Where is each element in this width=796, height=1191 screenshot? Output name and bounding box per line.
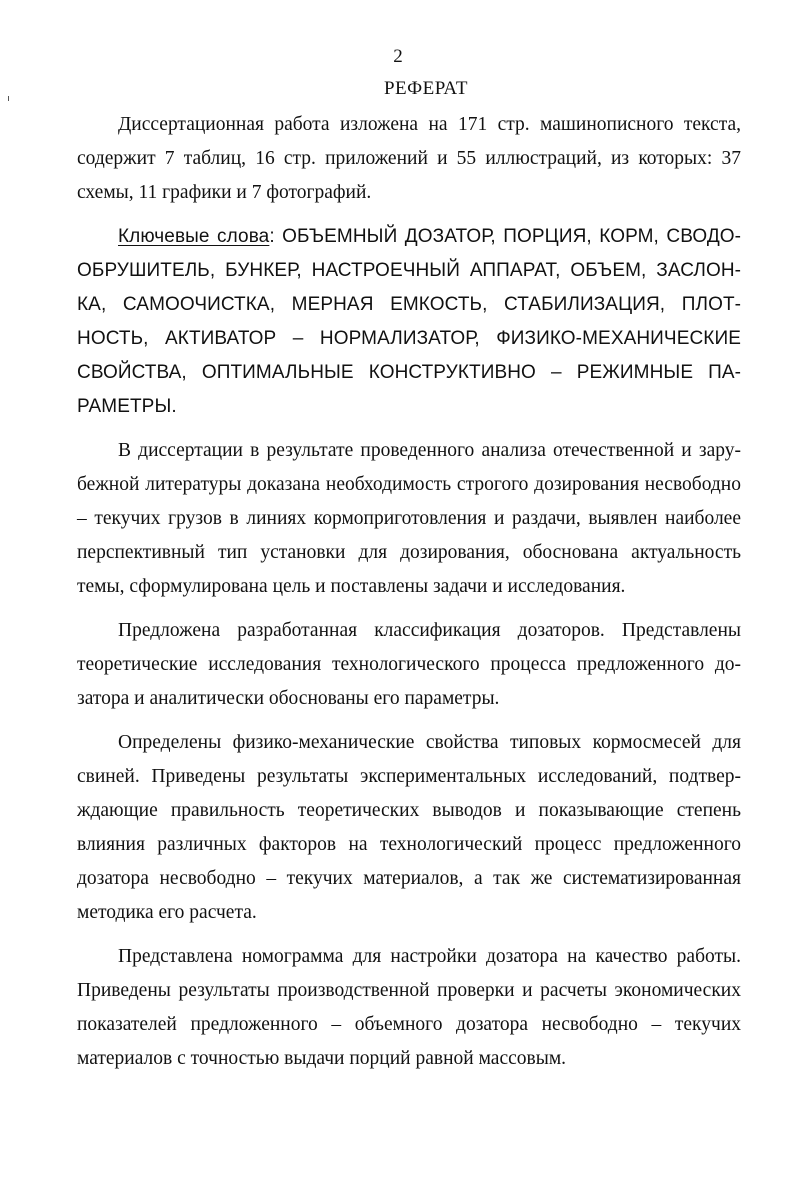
paragraph-experiments: Определены физико-механические свойства типовых кормосмесей для свиней. Приведены результаты экспериментальных исследований, подтверждающие правильность теоретических выводов и показывающие степень влияния различных факторов на технологический процесс предложенного дозатора несвободно – текучих материалов, а так же систематизированная методика его расчета.: [77, 732, 741, 923]
paragraph-nomogram: Представлена номограмма для настройки дозатора на качество работы. Приведены результаты производственной проверки и расчеты экономических показателей предложенного – объемного дозатора несвободно – текучих материалов с точностью выдачи порций равной массовым.: [77, 946, 741, 1069]
document-body: [77, 108, 741, 1086]
page-number: 2: [393, 46, 403, 67]
paragraph-keywords: [77, 220, 741, 424]
keywords-text: : ОБЪЕМНЫЙ ДОЗАТОР, ПОРЦИЯ, КОРМ, СВОДООБРУШИТЕЛЬ, БУНКЕР, НАСТРОЕЧНЫЙ АППАРАТ, ОБЪЕМ, ЗАСЛОНКА, САМООЧИСТКА, МЕРНАЯ ЕМКОСТЬ, СТАБИЛИЗАЦИЯ, ПЛОТНОСТЬ, АКТИВАТОР – НОРМАЛИЗАТОР, ФИЗИКО-МЕХАНИЧЕСКИЕ СВОЙСТВА, ОПТИМАЛЬНЫЕ КОНСТРУКТИВНО – РЕЖИМНЫЕ ПАРАМЕТРЫ.: [77, 226, 741, 417]
scan-mark: [8, 96, 9, 101]
keywords-label: Ключевые слова: [118, 226, 270, 247]
paragraph-analysis: В диссертации в результате проведенного анализа отечественной и зарубежной литературы доказана необходимость строгого дозирования несвободно – текучих грузов в линиях кормоприготовления и раздачи, выявлен наиболее перспективный тип установки для дозирования, обоснована актуальность темы, сформулирована цель и поставлены задачи и исследования.: [77, 440, 741, 597]
paragraph-intro: Диссертационная работа изложена на 171 стр. машинописного текста, содержит 7 таблиц, 16 стр. приложений и 55 иллюстраций, из которых: 37 схемы, 11 графики и 7 фотографий.: [77, 114, 741, 203]
page-title: РЕФЕРАТ: [383, 78, 469, 99]
paragraph-classification: Предложена разработанная классификация дозаторов. Представлены теоретические исследования технологического процесса предложенного дозатора и аналитически обоснованы его параметры.: [77, 620, 741, 709]
